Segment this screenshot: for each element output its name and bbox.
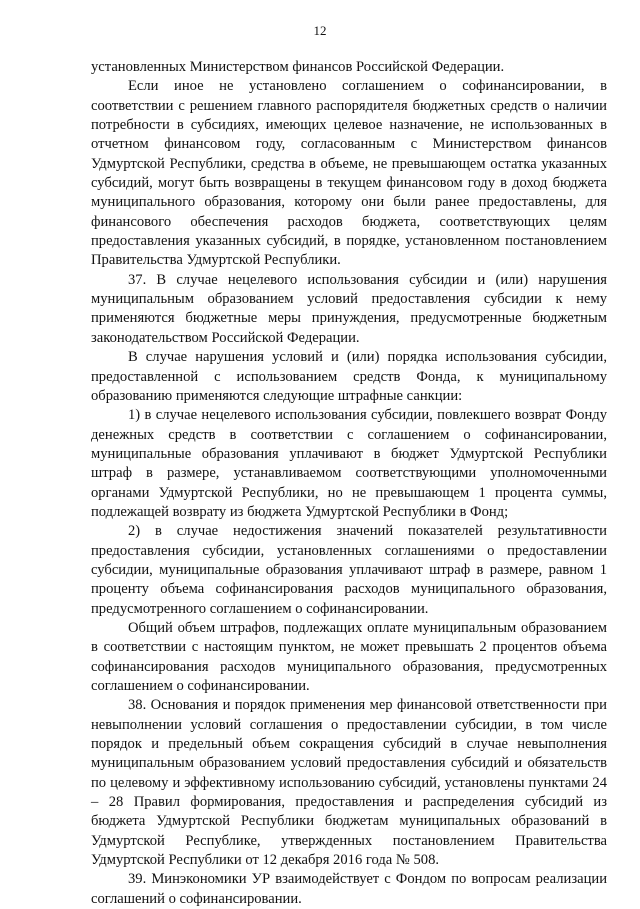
paragraph-sanction-1: 1) в случае нецелевого использования субсидии, повлекшего возврат Фонду денежных средств в соответствии с соглашением о софинансировании, муниципальные образования уплачивают в бюджет Удмуртской Республики штраф в размере, устанавливаемом соответствующими уполномоченными органами Удмуртской Республики, но не превышающем 1 процента суммы, подлежащей возврату из бюджета Удмуртской Республики в Фонд; xyxy=(91,407,607,520)
paragraph-total-fines: Общий объем штрафов, подлежащих оплате муниципальным образованием в соответствии с настоящим пунктом, не может превышать 2 процентов объема софинансирования расходов муниципального образования, предусмотренных соглашением о софинансировании. xyxy=(91,619,607,694)
paragraph-item-39: 39. Минэкономики УР взаимодействует с Фондом по вопросам реализации соглашений о софинансировании. xyxy=(91,871,607,907)
paragraph-continuation: установленных Министерством финансов Российской Федерации. xyxy=(91,59,505,75)
page-number: 12 xyxy=(313,23,327,38)
paragraph-return-of-subsidies: Если иное не установлено соглашением о софинансировании, в соответствии с решением главного распорядителя бюджетных средств о наличии потребности в субсидиях, имеющих целевое назначение, не использованных в отчетном финансовом году, согласованным с Министерством финансов Удмуртской Республики, средства в объеме, не превышающем остатка указанных субсидий, могут быть возвращены в текущем финансовом году в доход бюджета муниципального образования, которому они были ранее предоставлены, для финансового обеспечения расходов бюджета, соответствующих целям предоставления указанных субсидий, в порядке, установленном постановлением Правительства Удмуртской Республики. xyxy=(91,78,607,269)
document-body xyxy=(91,58,607,909)
paragraph-fund-sanctions: В случае нарушения условий и (или) порядка использования субсидии, предоставленной с использованием средств Фонда, к муниципальному образованию применяются следующие штрафные санкции: xyxy=(91,349,607,404)
paragraph-item-38: 38. Основания и порядок применения мер финансовой ответственности при невыполнении условий соглашения о предоставлении субсидии, в том числе порядок и предельный объем сокращения субсидий в случае невыполнения муниципальным образованием условий предоставления субсидий и обязательств по целевому и эффективному использованию субсидий, установлены пунктами 24 – 28 Правил формирования, предоставления и распределения субсидий из бюджета Удмуртской Республики бюджетам муниципальных образований в Удмуртской Республике, утвержденных постановлением Правительства Удмуртской Республики от 12 декабря 2016 года № 508. xyxy=(91,697,607,869)
paragraph-item-37: 37. В случае нецелевого использования субсидии и (или) нарушения муниципальным образованием условий предоставления субсидии к нему применяются бюджетные меры принуждения, предусмотренные бюджетным законодательством Российской Федерации. xyxy=(91,271,607,346)
paragraph-sanction-2: 2) в случае недостижения значений показателей результативности предоставления субсидии, установленных соглашениями о предоставлении субсидии, муниципальные образования уплачивают штраф в размере, равном 1 проценту объема софинансирования расходов муниципального образования, предусмотренного соглашением о софинансировании. xyxy=(91,523,607,617)
